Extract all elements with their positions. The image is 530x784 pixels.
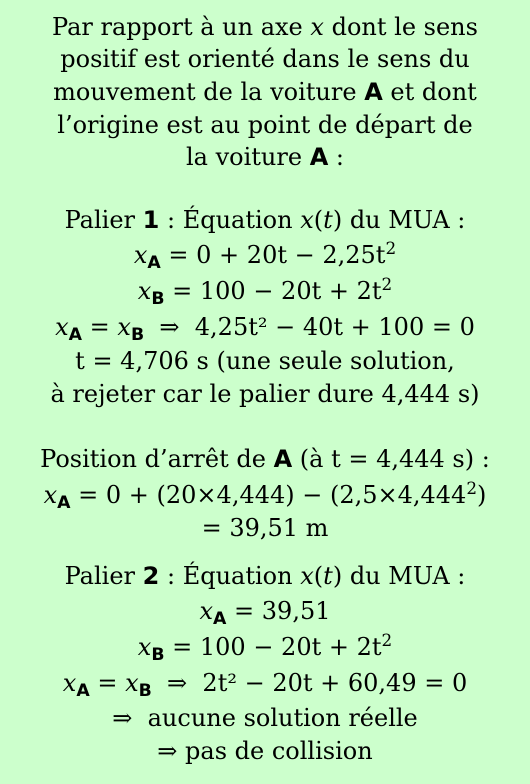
palier1-equation-a: $x_A = 0 + 20t - 2,25t^2$ [133,237,397,274]
stop-equation: $x_A = 0 + (20\times 4,444) - (2,5\times 4,444^2)$ [43,477,487,514]
palier1-reject: à rejeter car le palier dure 4,444 s) [50,380,480,408]
intro-line-4: l’origine est au point de départ de [57,111,473,139]
intro-line-5: la voiture A : [185,143,345,171]
intro-line-1: Par rapport à un axe x dont le sens [52,13,478,41]
stop-title: Position d’arrêt de A (à t = 4,444 s) : [40,445,490,473]
palier1-solution: t = 4,706 s (une seule solution, [75,347,455,375]
palier1-title: Palier 1 : Équation x(t) du MUA : [64,206,466,234]
stop-result: = 39,51 m [201,514,329,542]
palier2-equation-combined: $x_A = x_B$ ⇒ 2t² − 20t + 60,49 = 0 [62,669,468,702]
palier2-equation-a: $x_A = 39,51$ [199,597,331,630]
palier1-equation-combined: $x_A = x_B$ ⇒ 4,25t² − 40t + 100 = 0 [55,313,475,346]
palier2-no-solution: ⇒ aucune solution réelle [112,704,418,732]
palier2-title: Palier 2 : Équation x(t) du MUA : [64,562,466,590]
palier2-no-collision: ⇒ pas de collision [157,737,373,765]
intro-line-2: positif est orienté dans le sens du [60,45,470,73]
intro-line-3: mouvement de la voiture A et dont [53,78,477,106]
palier2-equation-b: $x_B = 100 - 20t + 2t^2$ [137,629,393,666]
palier1-equation-b: $x_B = 100 - 20t + 2t^2$ [137,273,393,310]
